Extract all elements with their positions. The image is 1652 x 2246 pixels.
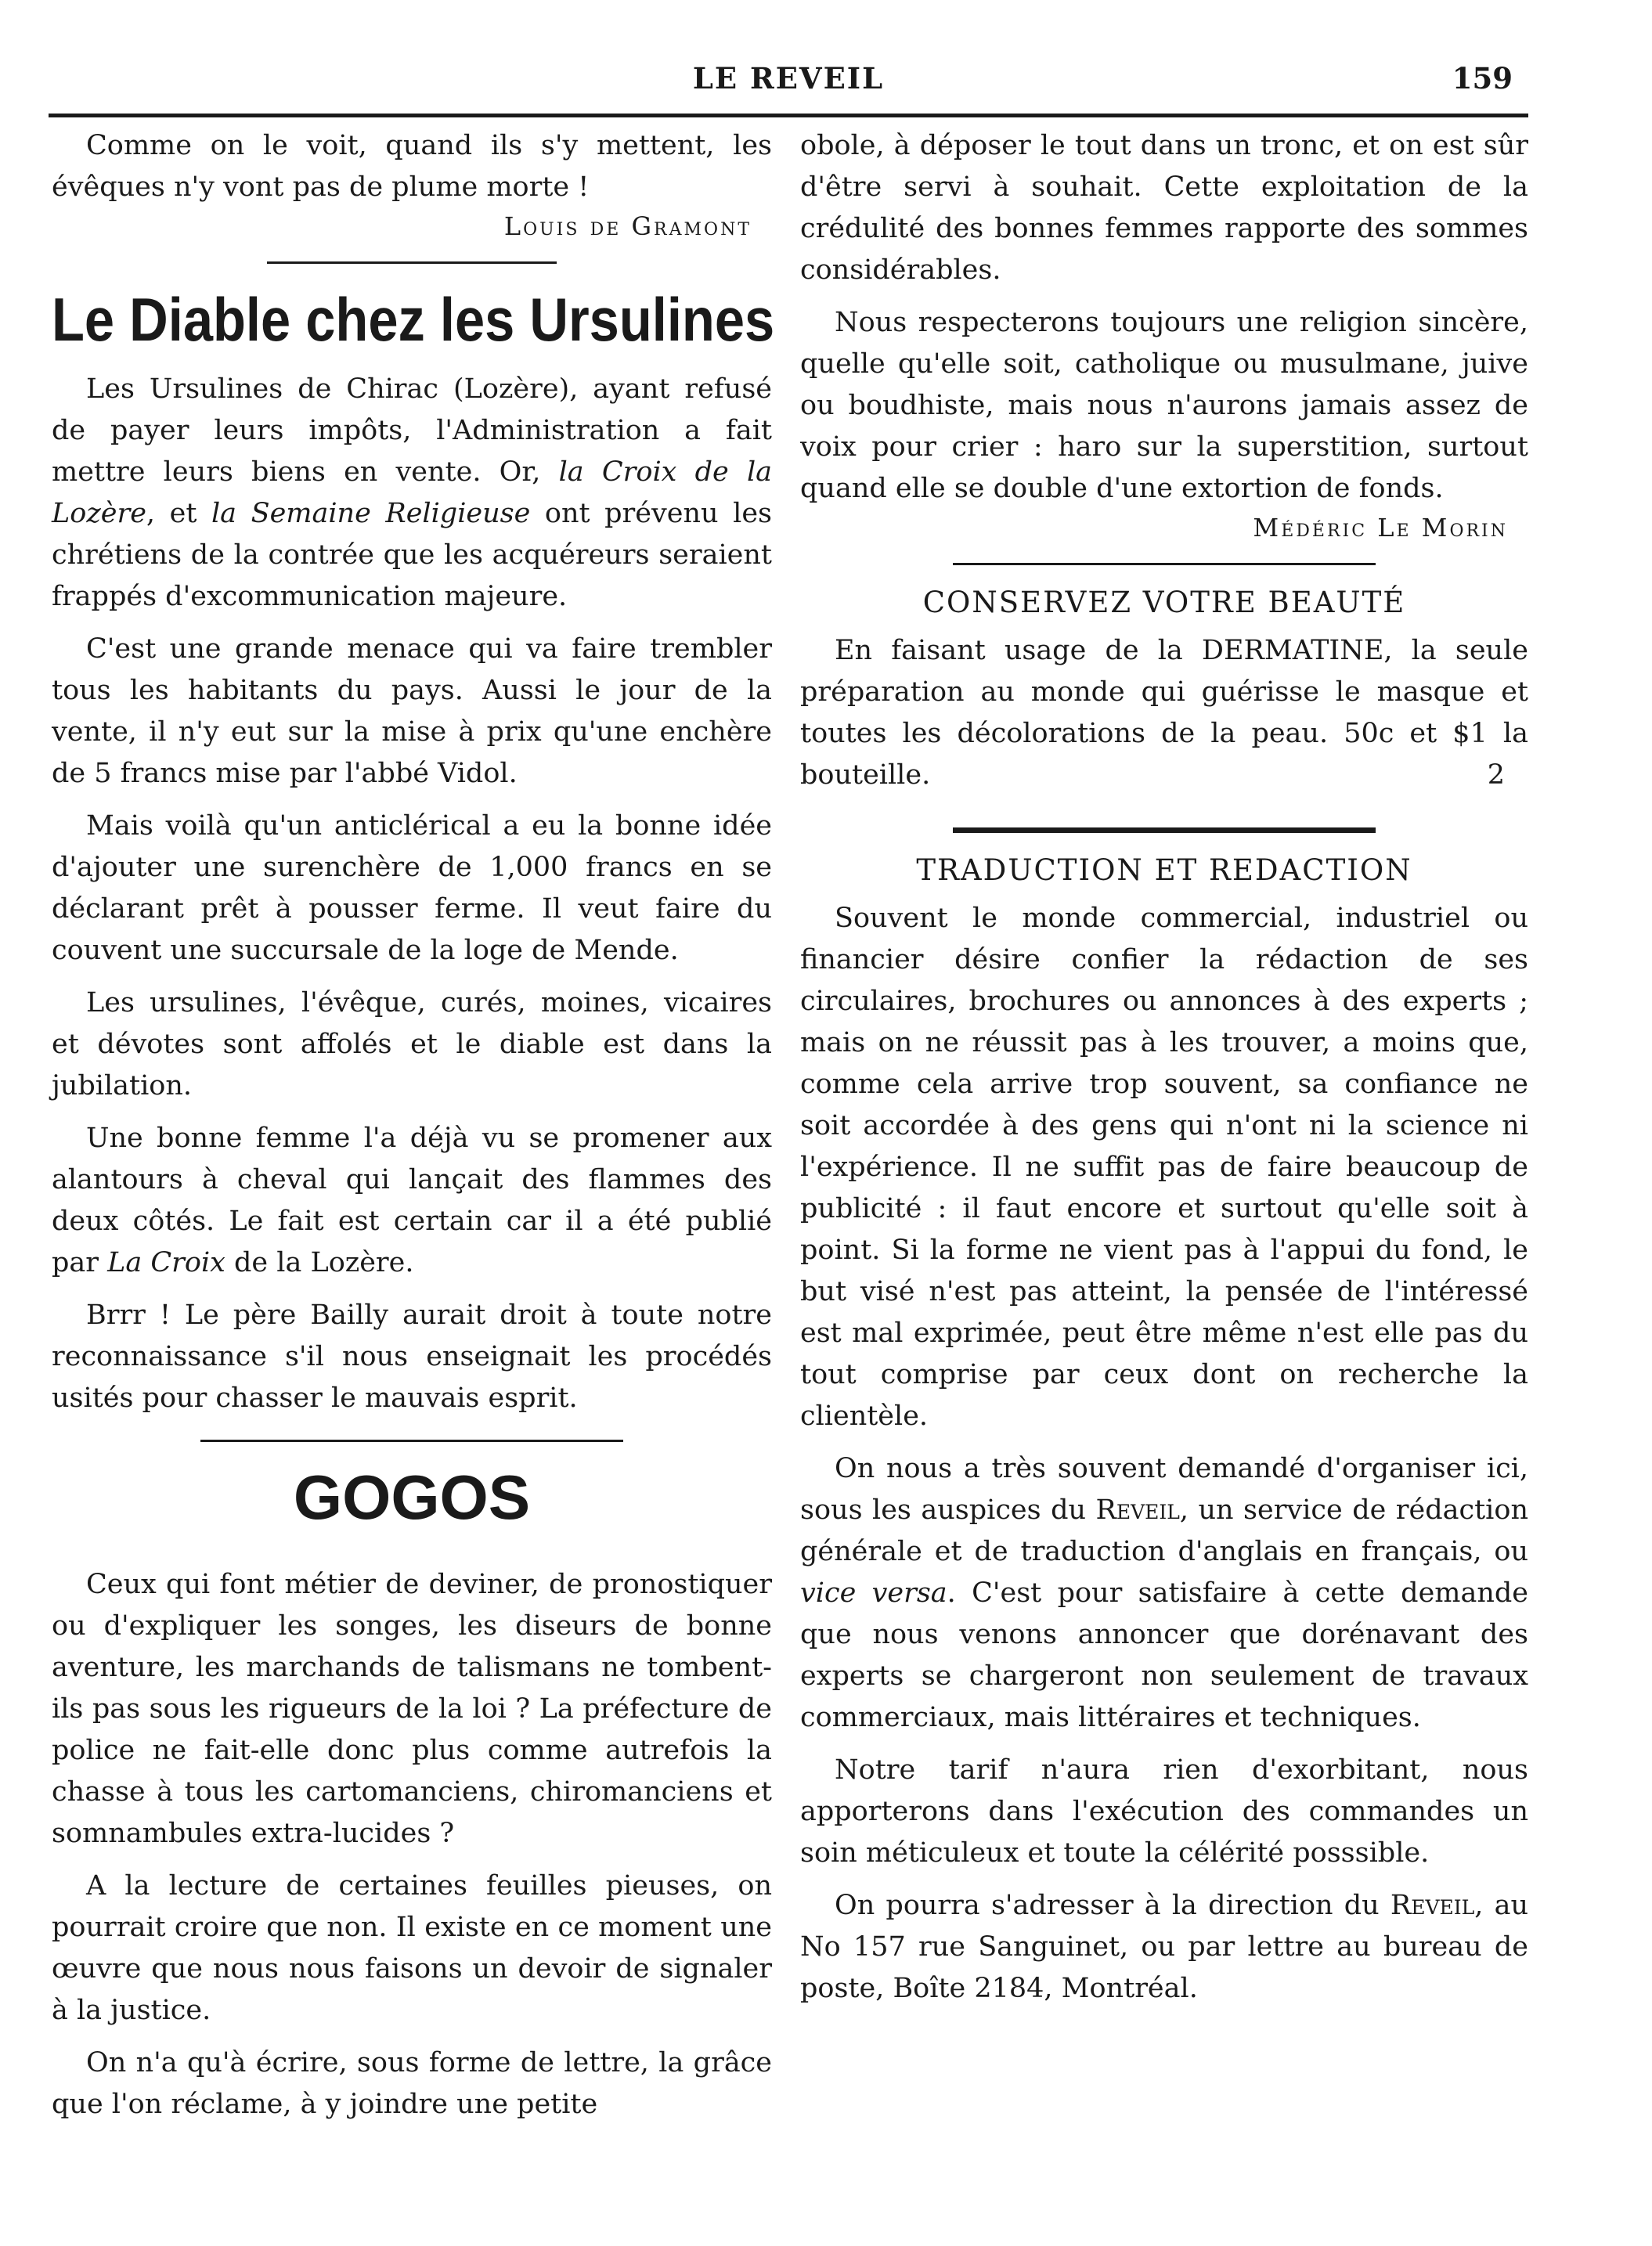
trad-paragraph: Notre tarif n'aura rien d'exorbitant, nous apporterons dans l'exécution des commandes un soin méticuleux et toute la célérité posssible. <box>800 1754 1528 1869</box>
article-paragraph: Ceux qui font métier de deviner, de pronostiquer ou d'expliquer les songes, les diseurs de bonne aventure, les marchands de talismans ne tombent-ils pas sous les rigueurs de la loi ? La préfecture de police ne fait-elle donc plus comme autrefois la chasse à tous les cartomanciens, chiromanciens et somnambules extra-lucides ? <box>52 1569 772 1849</box>
left-column <box>52 125 775 2125</box>
page-number: 159 <box>1452 61 1513 96</box>
italic-title: la Semaine Religieuse <box>211 498 531 529</box>
section-divider <box>267 261 557 264</box>
article-headline-ursulines: Le Diable chez les Ursulines <box>52 285 775 354</box>
text-run: de la Lozère. <box>225 1247 414 1278</box>
italic-phrase: vice versa <box>800 1577 947 1609</box>
right-column <box>800 125 1528 2010</box>
intro-signature: Louis de Gramont <box>503 211 752 241</box>
article-paragraph <box>52 369 772 618</box>
trad-paragraph: Souvent le monde commercial, industriel ou financier désire confier la rédaction de ses circulaires, brochures ou annonces à des experts ; mais on ne réussit pas à les trouver, a moins que, comme cela arrive trop souvent, sa confiance ne soit accordée à des gens qui n'ont ni la science ni l'expérience. Il ne suffit pas de faire beaucoup de publicité : il faut encore et surtout qu'elle soit à point. Si la forme ne vient pas à l'appui du fond, le but visé n'est pas atteint, la pensée de l'intéressé est mal exprimée, peut être même n'est elle pas du tout comprise par ceux dont on recherche la clientèle. <box>800 903 1528 1432</box>
intro-paragraph: Comme on le voit, quand ils s'y mettent, les évêques n'y vont pas de plume morte ! <box>52 130 772 203</box>
article-paragraph: On n'a qu'à écrire, sous forme de lettre, la grâce que l'on réclame, à y joindre une petite <box>52 2047 772 2120</box>
article-paragraph <box>52 1118 772 1284</box>
continued-signature: Médéric Le Morin <box>1253 513 1508 543</box>
small-caps-name: Reveil <box>1095 1494 1180 1526</box>
section-divider <box>200 1440 623 1442</box>
trad-paragraph <box>800 1885 1528 2010</box>
page-header <box>49 55 1528 110</box>
header-rule <box>49 114 1528 117</box>
article-paragraph: Les ursulines, l'évêque, curés, moines, vicaires et dévotes sont affolés et le diable est dans la jubilation. <box>52 987 772 1101</box>
trad-heading: TRADUCTION ET REDACTION <box>916 853 1412 887</box>
trad-paragraph <box>800 1448 1528 1739</box>
small-caps-name: Reveil <box>1390 1890 1475 1921</box>
text-run: On pourra s'adresser à la direction du <box>835 1890 1390 1921</box>
text-run: En faisant usage de la DERMATINE, la seule préparation au monde qui guérisse le masque et toutes les décolorations de la peau. 50c et $1 la bouteille. <box>800 635 1528 791</box>
text-run: ont prévenu les chrétiens de la contrée que les acquéreurs seraient frappés d'excommunication majeure. <box>52 498 773 612</box>
text-run: On nous a très souvent demandé d'organiser ici, sous les auspices du <box>800 1453 1528 1526</box>
ad-heading: CONSERVEZ VOTRE BEAUTÉ <box>922 586 1406 619</box>
article-paragraph: Brrr ! Le père Bailly aurait droit à toute notre reconnaissance s'il nous enseignait les procédés usités pour chasser le mauvais esprit. <box>52 1300 772 1414</box>
text-run: , et <box>146 498 211 529</box>
text-run: . C'est pour satisfaire à cette demande que nous venons annoncer que dorénavant des experts se chargeront non seulement de travaux commerciaux, mais littéraires et techniques. <box>800 1577 1528 1733</box>
text-run: , au No 157 rue Sanguinet, ou par lettre au bureau de poste, Boîte 2184, Montréal. <box>800 1890 1528 2004</box>
ad-marker: 2 <box>1487 759 1505 791</box>
article-paragraph: C'est une grande menace qui va faire trembler tous les habitants du pays. Aussi le jour de la vente, il n'y eut sur la mise à prix qu'une enchère de 5 francs mise par l'abbé Vidol. <box>52 633 772 789</box>
section-divider-thick <box>953 827 1376 833</box>
italic-title: la Croix de la Lozère <box>52 456 773 529</box>
text-run: Une bonne femme l'a déjà vu se promener aux alantours à cheval qui lançait des flammes des deux côtés. Le fait est certain car il a été publié par <box>52 1123 772 1278</box>
section-divider <box>953 563 1376 565</box>
continued-paragraph: obole, à déposer le tout dans un tronc, et on est sûr d'être servi à souhait. Cette exploitation de la crédulité des bonnes femmes rapporte des sommes considérables. <box>800 130 1528 286</box>
continued-paragraph: Nous respecterons toujours une religion sincère, quelle qu'elle soit, catholique ou musulmane, juive ou boudhiste, mais nous n'aurons jamais assez de voix pour crier : haro sur la superstition, surtout quand elle se double d'une extortion de fonds. <box>800 307 1528 504</box>
text-run: Les Ursulines de Chirac (Lozère), ayant refusé de payer leurs impôts, l'Administration a fait mettre leurs biens en vente. Or, <box>52 373 772 488</box>
text-run: , un service de rédaction générale et de traduction d'anglais en français, ou <box>800 1494 1528 1567</box>
italic-title: La Croix <box>107 1247 225 1278</box>
article-headline-gogos: GOGOS <box>293 1462 531 1532</box>
article-paragraph: Mais voilà qu'un anticlérical a eu la bonne idée d'ajouter une surenchère de 1,000 francs en se déclarant prêt à pousser ferme. Il veut faire du couvent une succursale de la loge de Mende. <box>52 810 772 966</box>
article-paragraph: A la lecture de certaines feuilles pieuses, on pourrait croire que non. Il existe en ce moment une œuvre que nous nous faisons un devoir de signaler à la justice. <box>52 1870 772 2026</box>
ad-body <box>800 630 1528 796</box>
newspaper-title: LE REVEIL <box>692 61 885 96</box>
